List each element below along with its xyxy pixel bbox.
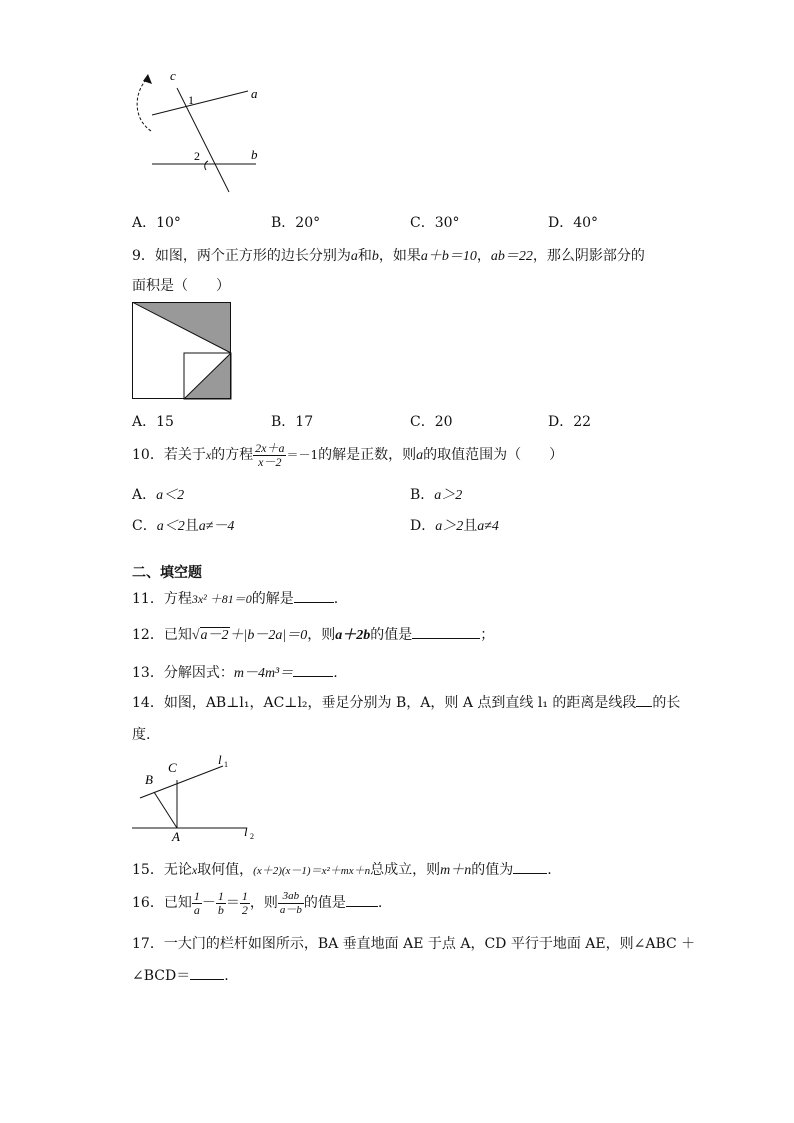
- q10-frac-num: 2x＋a: [255, 440, 285, 455]
- q12-answer-blank[interactable]: [412, 626, 480, 639]
- label-b: b: [251, 147, 258, 162]
- q10-option-c: [132, 515, 234, 535]
- q16-text: .: [377, 895, 383, 911]
- q14-answer-blank[interactable]: [636, 694, 652, 707]
- q8-option-a: A．10°: [132, 215, 181, 231]
- q16-frac4-den: a－b: [279, 903, 302, 916]
- q17-text: .: [224, 968, 229, 984]
- q10-opt-label: B．: [410, 487, 435, 503]
- q16-op: －: [201, 895, 216, 911]
- q11-answer-blank[interactable]: [294, 590, 334, 603]
- q14-text: 14．如图，AB⊥l₁，AC⊥l₂，垂足分别为 B，A，则 A 点到直线 l₁ 的距离是线段: [132, 695, 637, 711]
- q16-text: 16．已知: [132, 895, 192, 911]
- q15-expr: m＋n: [440, 863, 472, 878]
- q10-opt-math: a＞2: [434, 488, 463, 503]
- q11-math: 3x² ＋81＝0: [191, 592, 252, 606]
- q15-text: 取何值，: [197, 862, 254, 878]
- q15-identity: (x＋2)(x－1)＝x²＋mx＋n: [253, 865, 371, 877]
- section-title-fill-blank: 二、填空题: [132, 565, 202, 581]
- q10-opt-math: a≠－4: [198, 519, 235, 534]
- q10-text: 10．若关于: [132, 447, 206, 463]
- q12-abs: ＋|b－2a|＝0: [229, 628, 308, 643]
- q16-frac4: [278, 890, 304, 917]
- label-l2-subscript: 2: [250, 832, 254, 841]
- q15-text: 15．无论: [132, 862, 192, 878]
- q17-stem-line2: [132, 965, 229, 985]
- q9-stem-line2: 面积是（ ）: [132, 278, 230, 294]
- q9-figure: [132, 302, 234, 400]
- q9-option-c: C．20: [410, 414, 453, 430]
- q10-fraction: [253, 442, 286, 469]
- q15-answer-blank[interactable]: [513, 861, 547, 874]
- q10-opt-text: 且: [184, 518, 199, 534]
- q12-text: 的值是: [370, 627, 413, 643]
- q12-stem: [132, 624, 494, 644]
- q15-var-x: x: [191, 863, 198, 877]
- q16-frac2-den: b: [217, 902, 224, 917]
- q9-expr1: a＋b＝10: [420, 249, 477, 264]
- q12-sqrt: √a－2: [191, 628, 229, 643]
- q12-text: 12．已知: [132, 627, 192, 643]
- label-angle1: 1: [188, 93, 194, 107]
- q13-stem: [132, 662, 338, 682]
- q10-opt-label: A．: [132, 487, 157, 503]
- label-l1-subscript: 1: [224, 760, 228, 769]
- q16-text: ，则: [249, 895, 278, 911]
- q16-stem: [132, 886, 382, 920]
- q10-frac-den: x－2: [258, 454, 282, 469]
- q10-stem: [132, 440, 563, 471]
- q17-stem: 17．一大门的栏杆如图所示，BA 垂直地面 AE 于点 A，CD 平行于地面 AE，则∠ABC ＋: [132, 936, 696, 952]
- q10-rhs: ＝－1: [286, 448, 319, 462]
- q9-stem: [132, 245, 645, 265]
- q10-opt-math: a≠4: [477, 519, 499, 534]
- q8-option-b: B．20°: [271, 215, 321, 231]
- q11-text: 11．方程: [132, 591, 192, 607]
- q9-option-b: B．17: [271, 414, 314, 430]
- q14-text: 的长: [652, 695, 681, 711]
- q10-var-x: x: [205, 448, 212, 462]
- q16-frac3: [240, 890, 250, 917]
- q10-opt-label: C．: [132, 518, 157, 534]
- label-b: B: [145, 772, 153, 787]
- q16-frac3-den: 2: [241, 902, 248, 917]
- q14-stem: [132, 692, 680, 712]
- q10-option-b: [410, 484, 462, 504]
- q10-opt-text: 且: [463, 518, 478, 534]
- q9-var-a: a: [350, 249, 358, 264]
- q9-text: 9．如图，两个正方形的边长分别为: [132, 248, 351, 264]
- q9-expr2: ab＝22: [490, 249, 533, 264]
- label-l2: l: [244, 824, 248, 839]
- q15-stem: [132, 859, 552, 879]
- q9-option-a: A．15: [132, 414, 174, 430]
- q9-text: ，如果: [378, 248, 421, 264]
- q16-frac3-num: 1: [241, 888, 248, 903]
- q9-text: 和: [357, 248, 372, 264]
- q12-radicand: a－2: [200, 628, 229, 643]
- q10-opt-math: a＞2: [435, 519, 464, 534]
- q10-text: 的方程: [211, 447, 254, 463]
- q12-expr: a＋2b: [335, 628, 371, 643]
- q10-text: 的解是正数，则: [318, 447, 417, 463]
- q9-text: ，那么阴影部分的: [532, 248, 645, 264]
- q11-text: 的解是: [251, 591, 294, 607]
- label-c: C: [168, 760, 177, 775]
- q16-frac1: [192, 890, 202, 917]
- q8-figure: [130, 66, 270, 196]
- q9-text: ，: [476, 248, 491, 264]
- q16-text: 的值是: [303, 895, 346, 911]
- q16-frac2-num: 1: [217, 888, 224, 903]
- q14-stem-line2: 度.: [132, 727, 151, 743]
- label-l1: l: [218, 752, 222, 767]
- q8-option-d: D．40°: [548, 215, 599, 231]
- q16-answer-blank[interactable]: [346, 894, 378, 907]
- q16-frac1-num: 1: [193, 888, 200, 903]
- q10-option-a: [132, 484, 184, 504]
- label-c: c: [170, 68, 176, 83]
- q12-text: ，则: [307, 627, 336, 643]
- label-angle2: 2: [194, 149, 200, 163]
- q15-text: 总成立，则: [370, 862, 441, 878]
- q16-op: ＝: [225, 895, 240, 911]
- q17-text: ∠BCD＝: [132, 968, 191, 984]
- q11-text: .: [333, 591, 339, 607]
- q14-figure: [128, 752, 268, 844]
- q10-opt-label: D．: [410, 518, 436, 534]
- q8-option-c: C．30°: [410, 215, 460, 231]
- label-a: A: [172, 829, 180, 844]
- q13-text: 13．分解因式：: [132, 665, 234, 681]
- q17-answer-blank[interactable]: [190, 967, 224, 980]
- q13-math: m－4m³＝: [233, 666, 294, 681]
- q13-text: .: [333, 665, 338, 681]
- q16-frac2: [216, 890, 226, 917]
- q11-stem: [132, 588, 338, 608]
- q9-var-b: b: [371, 249, 379, 264]
- label-a: a: [251, 86, 258, 101]
- q13-answer-blank[interactable]: [293, 664, 333, 677]
- q10-opt-math: a＜2: [156, 519, 185, 534]
- q16-frac1-den: a: [193, 902, 200, 917]
- q10-option-d: [410, 515, 499, 535]
- q16-frac4-num: 3ab: [278, 890, 304, 904]
- q15-text: .: [547, 862, 552, 878]
- q10-text: 的取值范围为（ ）: [423, 447, 564, 463]
- q12-text: ；: [480, 627, 495, 643]
- q15-text: 的值为: [471, 862, 514, 878]
- q10-opt-math: a＜2: [156, 488, 185, 503]
- q10-var-a: a: [416, 448, 424, 463]
- q9-option-d: D．22: [548, 414, 592, 430]
